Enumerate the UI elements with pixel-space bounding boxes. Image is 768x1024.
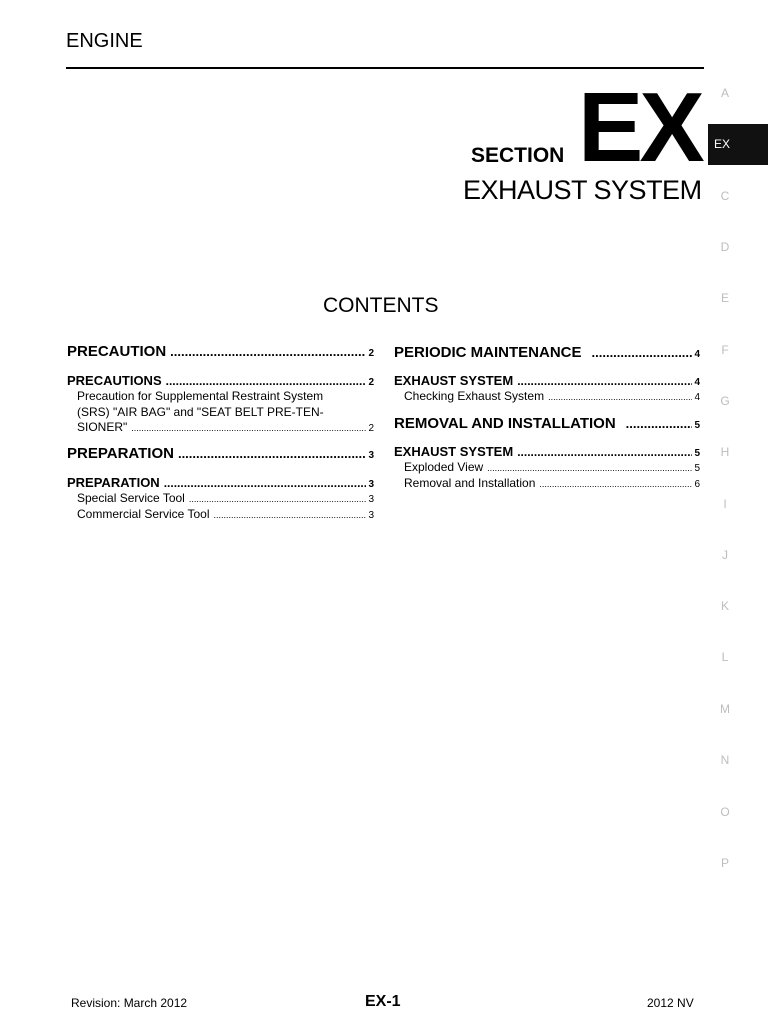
toc-label: EXHAUST SYSTEM bbox=[394, 373, 514, 388]
toc-exploded-view[interactable] bbox=[394, 460, 700, 474]
header-title: ENGINE bbox=[66, 30, 143, 52]
toc-page: 5 bbox=[694, 448, 700, 459]
toc-checking-exhaust[interactable] bbox=[394, 389, 700, 403]
toc-label: EXHAUST SYSTEM bbox=[394, 444, 514, 459]
toc-label: PERIODIC MAINTENANCE bbox=[394, 344, 582, 361]
side-index-o[interactable]: O bbox=[720, 805, 730, 819]
toc-srs-line2[interactable]: (SRS) "AIR BAG" and "SEAT BELT PRE-TEN- bbox=[77, 405, 324, 419]
side-index-e[interactable]: E bbox=[720, 291, 729, 305]
toc-srs-line3[interactable] bbox=[67, 420, 374, 434]
header-rule bbox=[66, 67, 704, 69]
toc-page: 5 bbox=[694, 420, 700, 431]
side-index-h[interactable]: H bbox=[720, 445, 730, 459]
toc-page: 4 bbox=[694, 377, 700, 388]
toc-label: Removal and Installation bbox=[404, 476, 536, 490]
footer-revision: Revision: March 2012 bbox=[71, 996, 188, 1010]
toc-label: PRECAUTIONS bbox=[67, 373, 162, 388]
side-index-a[interactable]: A bbox=[720, 86, 729, 100]
toc-leader bbox=[592, 344, 693, 361]
toc-label: Checking Exhaust System bbox=[404, 389, 545, 403]
toc-label: PREPARATION bbox=[67, 475, 160, 490]
side-index-g[interactable]: G bbox=[720, 394, 730, 408]
side-index bbox=[708, 0, 768, 1024]
toc-page: 4 bbox=[694, 392, 700, 403]
toc-exhaust-system-ri[interactable] bbox=[394, 444, 700, 459]
toc-preparation[interactable] bbox=[67, 445, 374, 462]
toc-label: REMOVAL AND INSTALLATION bbox=[394, 415, 616, 432]
side-index-i[interactable]: I bbox=[723, 497, 727, 511]
toc-page: 3 bbox=[368, 494, 374, 505]
section-name: EXHAUST SYSTEM bbox=[463, 175, 702, 205]
toc-preparation-sub[interactable] bbox=[67, 475, 374, 490]
toc-removal-installation[interactable] bbox=[394, 415, 700, 432]
toc-leader bbox=[189, 491, 367, 505]
toc-label: Commercial Service Tool bbox=[77, 507, 210, 521]
toc-label: SIONER" bbox=[77, 420, 128, 434]
toc-page: 2 bbox=[368, 377, 374, 388]
toc-periodic-maintenance[interactable] bbox=[394, 344, 700, 361]
toc-srs-line1[interactable]: Precaution for Supplemental Restraint System bbox=[77, 389, 324, 403]
section-label: SECTION bbox=[471, 144, 565, 167]
toc-leader bbox=[214, 507, 367, 521]
toc-leader bbox=[166, 373, 367, 388]
toc-leader bbox=[539, 476, 692, 490]
side-index-c[interactable]: C bbox=[720, 189, 730, 203]
toc-leader bbox=[178, 445, 366, 462]
section-code: EX bbox=[578, 72, 701, 182]
side-index-d[interactable]: D bbox=[720, 240, 730, 254]
toc-leader bbox=[517, 444, 692, 459]
toc-leader bbox=[517, 373, 692, 388]
side-index-n[interactable]: N bbox=[720, 753, 730, 767]
toc-leader bbox=[487, 460, 692, 474]
toc-leader bbox=[626, 415, 693, 432]
toc-leader bbox=[131, 420, 366, 434]
side-index-m[interactable]: M bbox=[720, 702, 730, 716]
toc-leader bbox=[164, 475, 367, 490]
side-index-k[interactable]: K bbox=[720, 599, 729, 613]
side-index-l[interactable]: L bbox=[721, 650, 729, 664]
toc-leader bbox=[548, 389, 692, 403]
footer-model: 2012 NV bbox=[647, 996, 694, 1010]
toc-page: 2 bbox=[368, 423, 374, 434]
toc-exhaust-system-pm[interactable] bbox=[394, 373, 700, 388]
side-index-p[interactable]: P bbox=[720, 856, 729, 870]
side-index-ex[interactable]: EX bbox=[708, 124, 768, 165]
toc-commercial-tool[interactable] bbox=[67, 507, 374, 521]
toc-removal-and-installation[interactable] bbox=[394, 476, 700, 490]
side-index-f[interactable]: F bbox=[721, 343, 729, 357]
toc-label: Exploded View bbox=[404, 460, 484, 474]
toc-precautions[interactable] bbox=[67, 373, 374, 388]
toc-special-tool[interactable] bbox=[67, 491, 374, 505]
footer-page-code: EX-1 bbox=[365, 993, 401, 1010]
toc-page: 3 bbox=[368, 479, 374, 490]
toc-page: 4 bbox=[694, 349, 700, 360]
toc-label: PREPARATION bbox=[67, 445, 174, 462]
toc-leader bbox=[170, 343, 366, 360]
toc-label: Special Service Tool bbox=[77, 491, 185, 505]
toc-page: 2 bbox=[368, 348, 374, 359]
side-index-j[interactable]: J bbox=[722, 548, 728, 562]
toc-page: 5 bbox=[694, 463, 700, 474]
toc-page: 3 bbox=[368, 510, 374, 521]
toc-page: 6 bbox=[694, 479, 700, 490]
toc-label: PRECAUTION bbox=[67, 343, 167, 360]
toc-precaution[interactable] bbox=[67, 343, 374, 360]
toc-page: 3 bbox=[368, 450, 374, 461]
contents-title: CONTENTS bbox=[323, 294, 439, 317]
